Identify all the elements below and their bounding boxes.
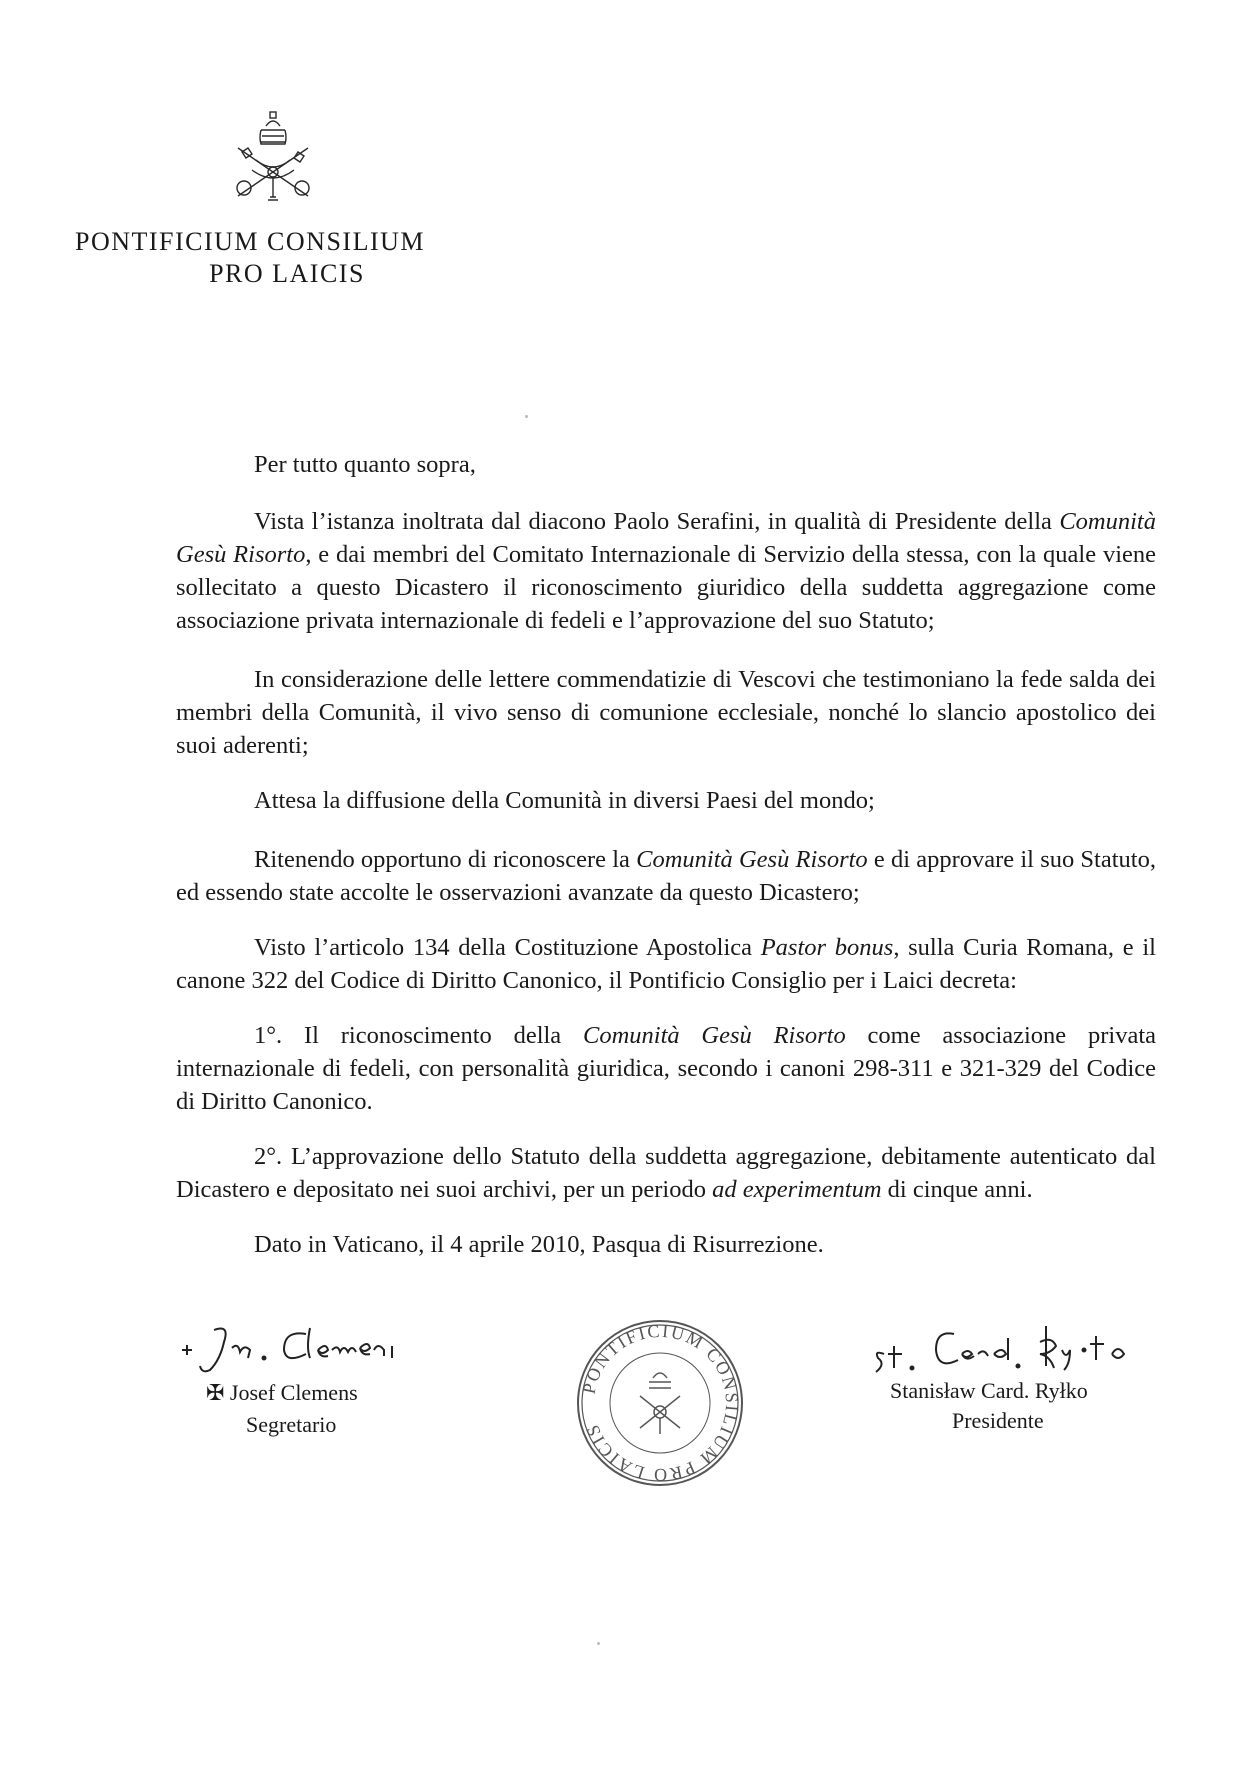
paragraph-text: 1°. Il riconoscimento della bbox=[254, 1022, 583, 1049]
paragraph-legal-basis bbox=[176, 931, 1156, 997]
opening-line: Per tutto quanto sopra, bbox=[254, 451, 476, 478]
paragraph-text: Vista l’istanza inoltrata dal diacono Paolo Serafini, in qualità di Presidente della bbox=[254, 508, 1060, 535]
ad-experimentum-term: ad experimentum bbox=[712, 1176, 882, 1203]
scan-speck bbox=[525, 415, 528, 418]
paragraph-request bbox=[176, 505, 1156, 637]
seal-text: PONTIFICIUM CONSILIUM PRO LAICIS bbox=[578, 1320, 743, 1486]
community-name: Comunità Gesù Risorto bbox=[582, 1022, 846, 1049]
organization-name bbox=[72, 226, 502, 290]
community-name: Comunità Gesù Risorto bbox=[176, 508, 1156, 568]
paragraph-text: Visto l’articolo 134 della Costituzione Apostolica bbox=[254, 934, 761, 961]
signature-block-president bbox=[870, 1320, 1200, 1440]
signatory-name-president: Stanisław Card. Ryłko bbox=[890, 1378, 1088, 1403]
date-line: Dato in Vaticano, il 4 aprile 2010, Pasqua di Risurrezione. bbox=[254, 1231, 824, 1258]
paragraph-text: 2°. L’approvazione dello Statuto della suddetta aggregazione, debitamente autenticato dal Dicastero e depositato nei suoi archivi, per un periodo bbox=[176, 1143, 1156, 1203]
paragraph-text: , e dai membri del Comitato Internazionale di Servizio della stessa, con la quale viene sollecitato a questo Dicastero il riconoscimento giuridico della suddetta aggregazione come associazione privata internazionale di fedeli e l’approvazione del suo Statuto; bbox=[176, 541, 1156, 634]
signatory-title-president: Presidente bbox=[952, 1408, 1044, 1433]
paragraph-text: come associazione privata internazionale di fedeli, con personalità giuridica, secondo i canoni 298-311 e 321-329 del Codice di Diritto Canonico. bbox=[176, 1022, 1157, 1115]
official-seal-icon bbox=[575, 1318, 745, 1488]
community-name: Comunità Gesù Risorto bbox=[636, 846, 868, 873]
scan-speck bbox=[597, 1642, 600, 1645]
paragraph-recognition bbox=[176, 843, 1156, 909]
signature-block-secretary bbox=[180, 1320, 460, 1440]
org-name-line-2: PRO LAICIS bbox=[209, 259, 365, 288]
paragraph-text: di cinque anni. bbox=[881, 1176, 1033, 1203]
paragraph-letters: In considerazione delle lettere commendatizie di Vescovi che testimoniano la fede salda dei membri della Comunità, il vivo senso di comunione ecclesiale, nonché lo slancio apostolico dei suoi aderenti; bbox=[176, 666, 1156, 759]
constitution-name: Pastor bonus bbox=[760, 934, 894, 961]
handwritten-signature-rylko bbox=[870, 1320, 1190, 1380]
decree-point-1 bbox=[176, 1019, 1156, 1118]
paragraph-diffusion: Attesa la diffusione della Comunità in diversi Paesi del mondo; bbox=[254, 787, 875, 814]
paragraph-text: Ritenendo opportuno di riconoscere la bbox=[254, 846, 637, 873]
signatory-name-secretary: ✠ Josef Clemens bbox=[206, 1380, 358, 1405]
signatory-title-secretary: Segretario bbox=[246, 1412, 337, 1437]
svg-text:PONTIFICIUM CONSILIUM PRO LAIC bbox=[579, 1321, 743, 1485]
decree-point-2 bbox=[176, 1140, 1156, 1206]
paragraph-text: , sulla Curia Romana, e il canone 322 del Codice di Diritto Canonico, il Pontificio Consiglio per i Laici decreta: bbox=[176, 934, 1156, 994]
handwritten-signature-clemens bbox=[180, 1320, 450, 1376]
decree-body bbox=[176, 448, 1156, 1261]
paragraph-text: e di approvare il suo Statuto, ed essendo state accolte le osservazioni avanzate da questo Dicastero; bbox=[176, 846, 1156, 906]
papal-coat-of-arms-icon bbox=[228, 108, 318, 212]
org-name-line-1: PONTIFICIUM CONSILIUM bbox=[74, 227, 425, 256]
